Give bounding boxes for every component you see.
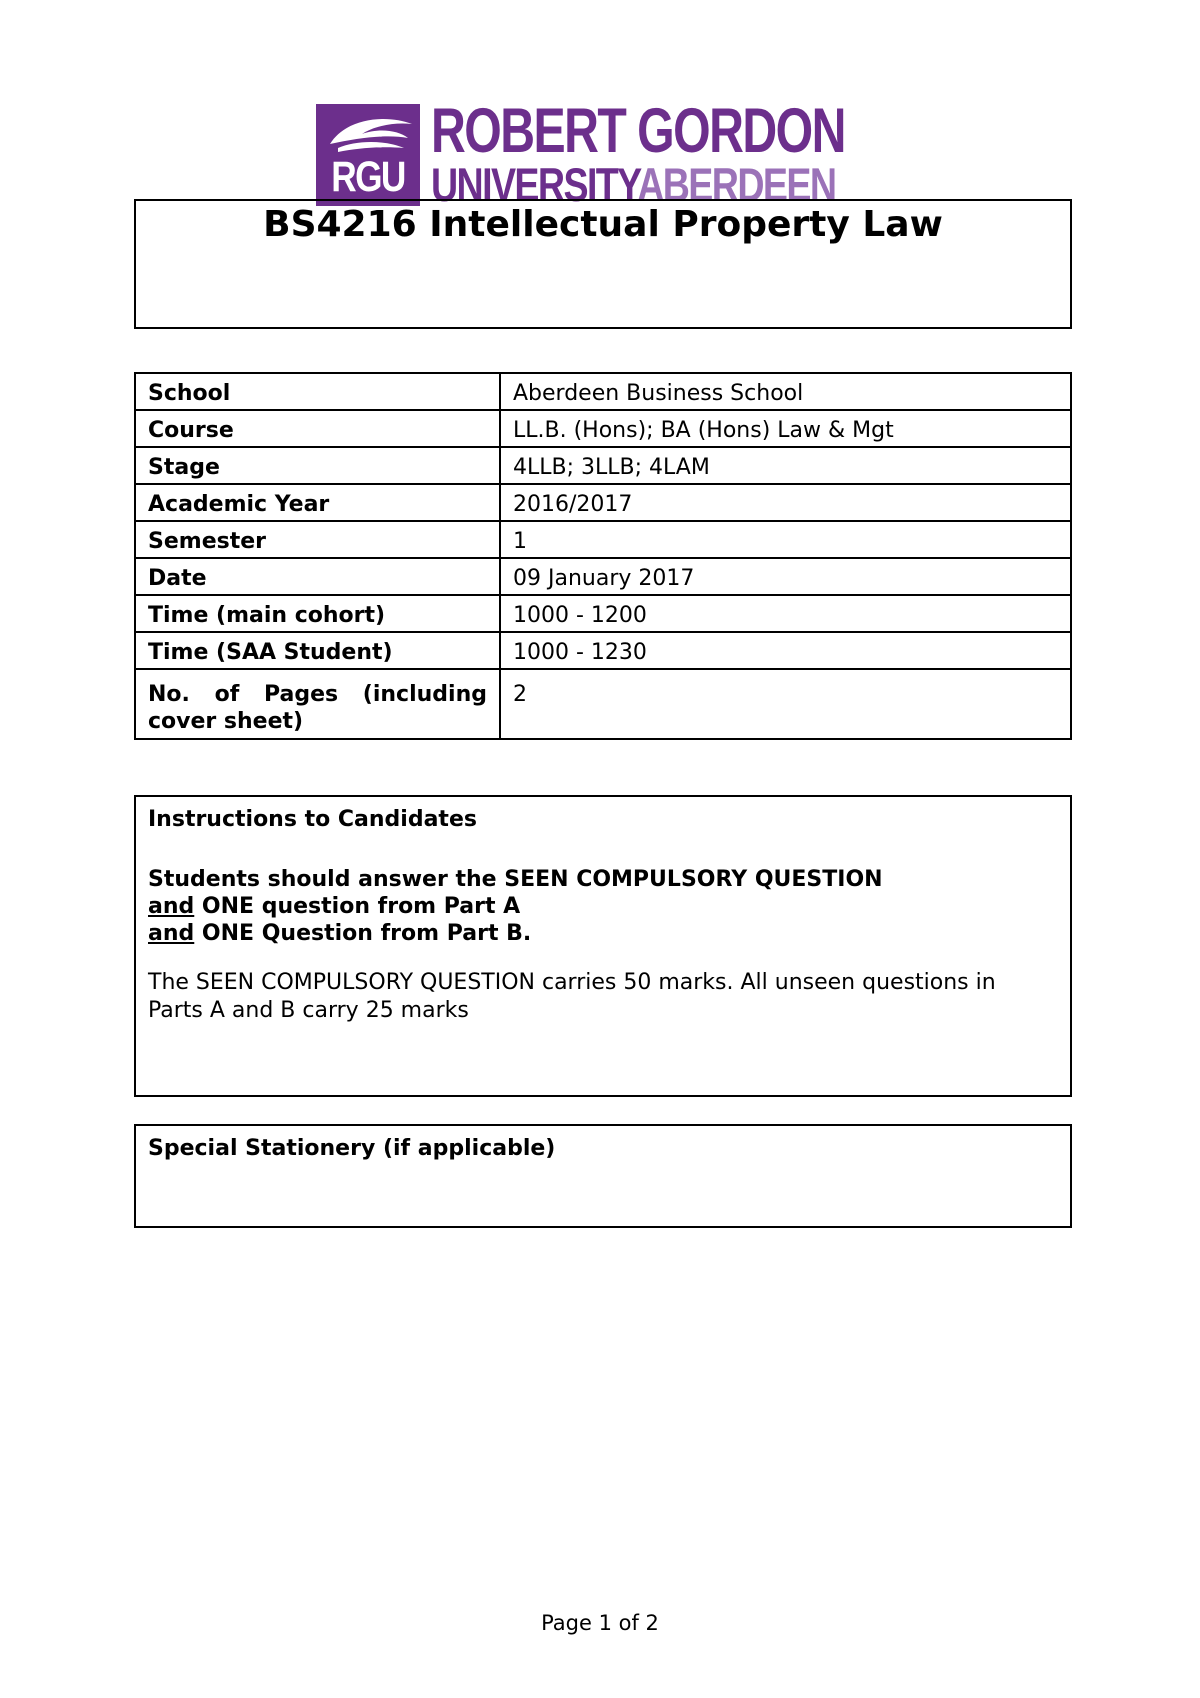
row-label: Time (SAA Student) — [135, 632, 500, 669]
instructions-line-2-text: ONE question from Part A — [194, 894, 521, 919]
rgu-logo-mark — [316, 104, 420, 206]
row-value: 1 — [500, 521, 1071, 558]
instructions-heading: Instructions to Candidates — [148, 807, 477, 832]
logo-wordmark-line1: ROBERT GORDON — [431, 96, 845, 166]
instructions-box — [134, 795, 1072, 1097]
table-row — [135, 632, 1071, 669]
row-value: Aberdeen Business School — [500, 373, 1071, 410]
title-box — [134, 199, 1072, 329]
instructions-lines — [148, 866, 1058, 947]
table-row — [135, 373, 1071, 410]
row-label: School — [135, 373, 500, 410]
table-row — [135, 484, 1071, 521]
instructions-line-2 — [148, 893, 1058, 920]
row-label: Time (main cohort) — [135, 595, 500, 632]
row-label: Course — [135, 410, 500, 447]
page-number: Page 1 of 2 — [541, 1611, 659, 1635]
logo-wordmark-university: UNIVERSITY — [431, 158, 638, 211]
table-row — [135, 447, 1071, 484]
instructions-line-3-text: ONE Question from Part B. — [194, 921, 532, 946]
row-label: Semester — [135, 521, 500, 558]
table-row — [135, 558, 1071, 595]
row-value: 2 — [500, 669, 1071, 739]
row-label: No. of Pages (including cover sheet) — [135, 669, 500, 739]
row-value: 09 January 2017 — [500, 558, 1071, 595]
row-value: LL.B. (Hons); BA (Hons) Law & Mgt — [500, 410, 1071, 447]
table-row — [135, 410, 1071, 447]
page-title: BS4216 Intellectual Property Law — [263, 204, 943, 245]
row-label: Academic Year — [135, 484, 500, 521]
row-value: 4LLB; 3LLB; 4LAM — [500, 447, 1071, 484]
and-underlined: and — [148, 894, 195, 919]
logo-wordmark-aberdeen: ABERDEEN — [637, 158, 836, 211]
logo-mark-text: RGU — [331, 153, 405, 201]
table-row — [135, 595, 1071, 632]
row-label: Stage — [135, 447, 500, 484]
stationery-heading: Special Stationery (if applicable) — [148, 1136, 556, 1161]
and-underlined: and — [148, 921, 195, 946]
instructions-line-3 — [148, 920, 1058, 947]
row-label: Date — [135, 558, 500, 595]
row-value: 2016/2017 — [500, 484, 1071, 521]
stationery-box — [134, 1124, 1072, 1228]
exam-details-table — [134, 372, 1072, 740]
instructions-note: The SEEN COMPULSORY QUESTION carries 50 marks. All unseen questions in Parts A and B carry 25 marks — [148, 970, 996, 1023]
row-value: 1000 - 1230 — [500, 632, 1071, 669]
instructions-line-1: Students should answer the SEEN COMPULSORY QUESTION — [148, 867, 883, 892]
table-row — [135, 669, 1071, 739]
row-value: 1000 - 1200 — [500, 595, 1071, 632]
university-logo — [316, 96, 892, 211]
table-row — [135, 521, 1071, 558]
